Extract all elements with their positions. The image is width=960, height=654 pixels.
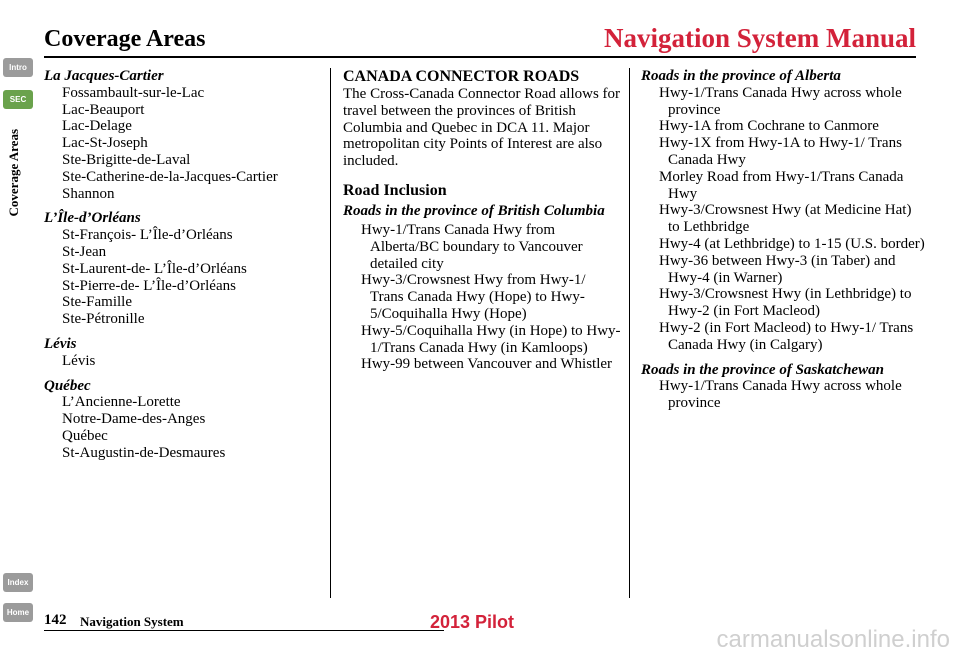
subsection-heading: Road Inclusion <box>343 181 447 199</box>
area-item: Lac-St-Joseph <box>62 135 148 152</box>
index-tab[interactable]: Index <box>3 573 33 592</box>
page-title: Coverage Areas <box>44 26 206 52</box>
area-item: St-Jean <box>62 243 107 260</box>
site-watermark: carmanualsonline.info <box>716 626 950 653</box>
column-divider <box>629 68 630 598</box>
road-item: Hwy-5/Coquihalla Hwy (in Hope) to Hwy-1/Trans Canada Hwy (in Kamloops) <box>361 322 621 356</box>
area-list <box>44 85 322 203</box>
road-item: Hwy-2 (in Fort Macleod) to Hwy-1/ Trans Canada Hwy (in Calgary) <box>659 319 914 353</box>
column-connector-roads <box>343 68 621 373</box>
road-item: Hwy-3/Crowsnest Hwy from Hwy-1/ Trans Canada Hwy (Hope) to Hwy-5/Coquihalla Hwy (Hope) <box>361 272 586 322</box>
province-heading: Roads in the province of British Columbia <box>343 202 605 219</box>
area-item: Shannon <box>62 185 115 202</box>
area-item: St-Pierre-de- L’Île-d’Orléans <box>62 277 236 294</box>
road-item: Hwy-36 between Hwy-3 (in Taber) and Hwy-4 (in Warner) <box>659 252 896 286</box>
road-item: Hwy-1/Trans Canada Hwy from Alberta/BC boundary to Vancouver detailed city <box>361 221 583 272</box>
header-divider <box>44 56 916 58</box>
road-item: Hwy-1X from Hwy-1A to Hwy-1/ Trans Canada Hwy <box>659 135 902 168</box>
area-item: L’Ancienne-Lorette <box>62 394 181 411</box>
area-item: St-François- L’Île-d’Orléans <box>62 227 233 244</box>
column-alberta-sask-roads <box>641 68 926 412</box>
footer-divider <box>44 630 444 631</box>
road-list <box>641 378 926 412</box>
province-heading: Roads in the province of Saskatchewan <box>641 361 884 378</box>
area-heading: L’Île-d’Orléans <box>44 210 141 227</box>
section-heading: CANADA CONNECTOR ROADS <box>343 68 580 85</box>
area-item: Ste-Brigitte-de-Laval <box>62 151 191 168</box>
area-heading: Québec <box>44 377 91 394</box>
road-list <box>641 85 926 354</box>
sec-tab[interactable]: SEC <box>3 90 33 109</box>
road-item: Hwy-3/Crowsnest Hwy (in Lethbridge) to Hwy-2 (in Fort Macleod) <box>659 286 912 320</box>
area-item: Québec <box>62 427 108 444</box>
vertical-section-title <box>4 118 24 228</box>
manual-title: Navigation System Manual <box>603 23 916 53</box>
area-heading: Lévis <box>44 335 77 352</box>
column-quebec-areas <box>44 68 322 462</box>
area-item: Ste-Famille <box>62 294 132 311</box>
footer-label: Navigation System <box>80 614 184 629</box>
area-item: St-Laurent-de- L’Île-d’Orléans <box>62 260 247 277</box>
area-item: St-Augustin-de-Desmaures <box>62 444 226 461</box>
province-heading: Roads in the province of Alberta <box>641 68 841 84</box>
area-item: Ste-Catherine-de-la-Jacques-Cartier <box>62 168 278 185</box>
area-heading: La Jacques-Cartier <box>44 68 164 84</box>
road-item: Hwy-1A from Cochrane to Canmore <box>659 118 879 135</box>
intro-paragraph: The Cross-Canada Connector Road allows for travel between the provinces of British Columbia and Quebec in DCA 11. Major metropolitan city Points of Interest are also included. <box>343 86 621 170</box>
area-item: Ste-Pétronille <box>62 311 145 328</box>
road-item: Hwy-1/Trans Canada Hwy across whole province <box>659 378 902 412</box>
area-item: Lac-Beauport <box>62 101 145 118</box>
area-list <box>44 394 322 461</box>
area-item: Fossambault-sur-le-Lac <box>62 84 205 101</box>
model-watermark: 2013 Pilot <box>430 612 515 632</box>
page-number: 142 <box>44 612 67 628</box>
area-item: Notre-Dame-des-Anges <box>62 411 206 428</box>
home-tab[interactable]: Home <box>3 603 33 622</box>
road-list <box>343 222 621 373</box>
area-item: Lac-Delage <box>62 118 132 135</box>
area-list <box>44 353 322 370</box>
road-item: Hwy-1/Trans Canada Hwy across whole province <box>659 84 902 118</box>
vertical-section-label: Coverage Areas <box>6 129 21 217</box>
column-divider <box>330 68 331 598</box>
road-item: Hwy-3/Crowsnest Hwy (at Medicine Hat) to Lethbridge <box>659 202 912 236</box>
area-list <box>44 227 322 328</box>
area-item: Lévis <box>62 352 96 369</box>
road-item: Hwy-99 between Vancouver and Whistler <box>361 356 613 373</box>
road-item: Morley Road from Hwy-1/Trans Canada Hwy <box>659 168 904 202</box>
road-item: Hwy-4 (at Lethbridge) to 1-15 (U.S. border) <box>659 235 925 252</box>
intro-tab[interactable]: Intro <box>3 58 33 77</box>
